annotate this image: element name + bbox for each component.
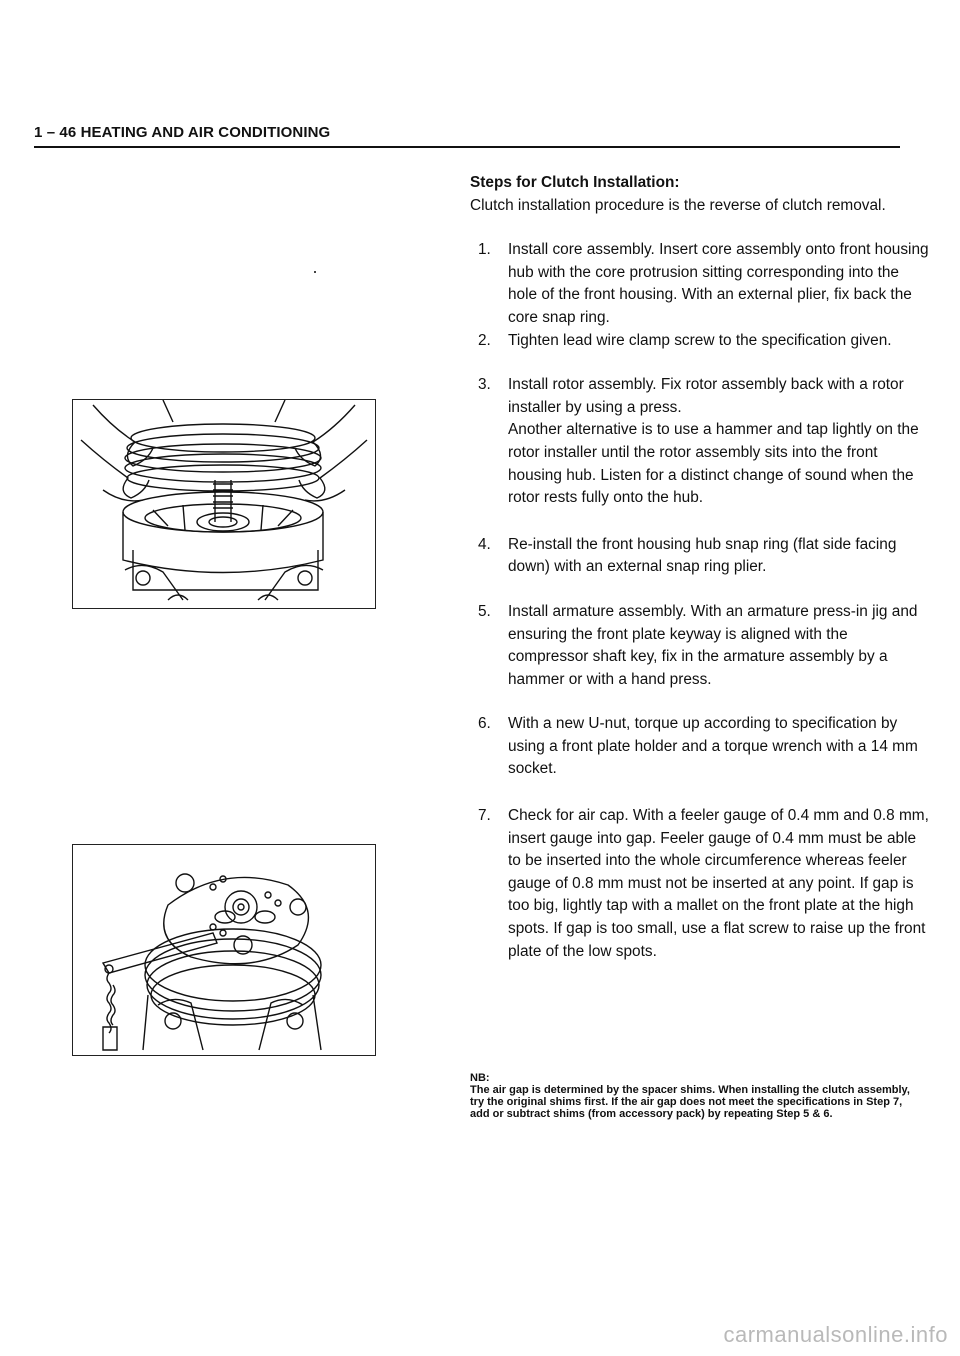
step-item xyxy=(470,713,930,781)
step-number: 2. xyxy=(478,331,491,349)
step-text: Re-install the front housing hub snap ring (flat side facing down) with an external snap ring plier. xyxy=(508,535,897,576)
note-text: The air gap is determined by the spacer shims. When installing the clutch assembly, try the original shims first. If the air gap does not meet the specifications in Step 7, add or subtract shims (from accessory pack) by repeating Step 5 & 6. xyxy=(470,1084,910,1120)
step-number: 3. xyxy=(478,376,491,394)
note-label: NB: xyxy=(470,1072,490,1084)
step-text: Check for air cap. With a feeler gauge of 0.4 mm and 0.8 mm, insert gauge into gap. Feeler gauge of 0.4 mm must be able to be inserted into the whole circumference whereas feeler gauge of 0.8 mm must not be inserted at any point. If gap is too big, lightly tap with a mallet on the front plate at the high spots. If gap is too small, use a flat screw to raise up the front plate of the low spots. xyxy=(508,807,929,960)
step-text: Another alternative is to use a hammer and tap lightly on the rotor installer until the rotor assembly sits into the front housing hub. Listen for a distinct change of sound when the rotor rests fully onto the hub. xyxy=(508,421,919,507)
step-number: 7. xyxy=(478,807,491,825)
print-speck xyxy=(314,271,316,273)
step-number xyxy=(470,419,508,509)
step-text: With a new U-nut, torque up according to specification by using a front plate holder and a torque wrench with a 14 mm socket. xyxy=(508,715,918,778)
air-gap-check-illustration xyxy=(73,845,375,1055)
rotor-installation-figure xyxy=(72,399,376,609)
page-title: 1 – 46 HEATING AND AIR CONDITIONING xyxy=(34,124,331,141)
step-item xyxy=(470,330,930,353)
step-item xyxy=(470,419,930,509)
step-number: 5. xyxy=(478,602,491,620)
step-number: 4. xyxy=(478,535,491,553)
step-text: Tighten lead wire clamp screw to the specification given. xyxy=(508,331,892,349)
step-text: Install core assembly. Insert core assembly onto front housing hub with the core protrusion sitting corresponding into the hole of the front housing. With an external plier, fix back the core snap ring. xyxy=(508,241,929,326)
page-header xyxy=(34,124,900,148)
step-item xyxy=(470,534,930,579)
steps-list xyxy=(470,239,930,963)
air-gap-check-figure xyxy=(72,844,376,1056)
step-item xyxy=(470,374,930,419)
step-text: Install rotor assembly. Fix rotor assembly back with a rotor installer by using a press. xyxy=(508,376,904,416)
step-item xyxy=(470,805,930,963)
step-text: Install armature assembly. With an armature press-in jig and ensuring the front plate keyway is aligned with the compressor shaft key, fix in the armature assembly by a hammer or with a hand press. xyxy=(508,602,918,688)
note-box xyxy=(470,1072,910,1120)
step-number: 6. xyxy=(478,715,491,733)
step-number: 1. xyxy=(478,241,491,259)
section-title: Steps for Clutch Installation: xyxy=(470,174,680,191)
rotor-installation-illustration xyxy=(73,400,375,608)
watermark: carmanualsonline.info xyxy=(723,1322,948,1347)
section-intro: Clutch installation procedure is the reverse of clutch removal. xyxy=(470,196,886,214)
step-item xyxy=(470,239,930,329)
installation-instructions xyxy=(470,172,930,963)
step-item xyxy=(470,601,930,691)
